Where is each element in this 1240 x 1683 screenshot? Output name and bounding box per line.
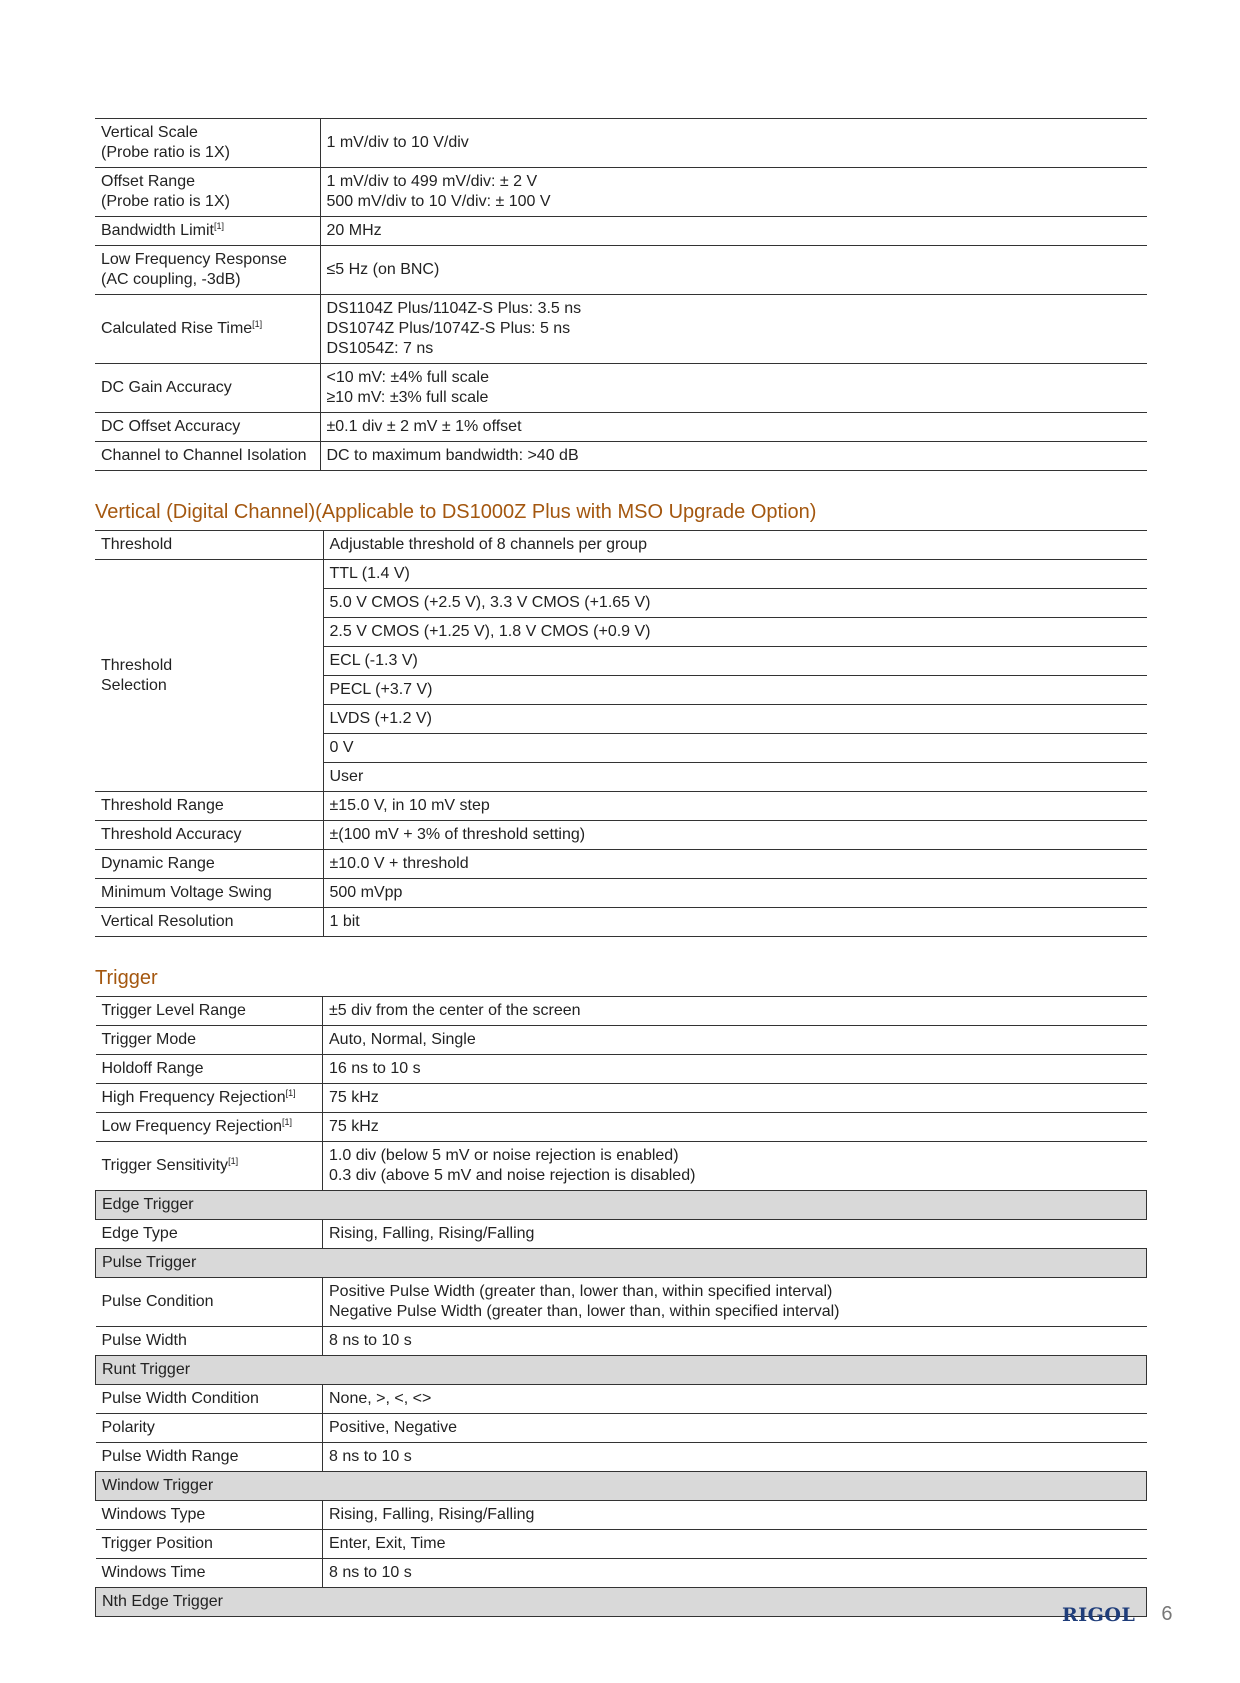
table-row (95, 119, 1147, 168)
spec-value-cell (323, 821, 1147, 850)
spec-value-line: 8 ns to 10 s (329, 1448, 412, 1465)
spec-label-line: Offset Range (101, 173, 195, 190)
spec-label-line: Threshold (101, 536, 173, 553)
spec-label-line: Low Frequency Rejection[1] (101, 1117, 293, 1135)
table-row (95, 560, 1147, 589)
spec-label-cell (96, 1055, 323, 1084)
table-row (95, 821, 1147, 850)
page-footer (1062, 1603, 1172, 1626)
footnote-marker: [1] (285, 1088, 296, 1098)
table-row (95, 531, 1147, 560)
spec-label-cell (95, 442, 320, 471)
spec-label-line: Pulse Width Range (101, 1448, 239, 1465)
table-row (96, 1414, 1147, 1443)
spec-label-line: Trigger Position (101, 1535, 213, 1552)
spec-label-cell (96, 1142, 323, 1191)
spec-value-line: DC to maximum bandwidth: >40 dB (326, 447, 579, 464)
spec-value-line: 0.3 div (above 5 mV and noise rejection is disabled) (329, 1167, 696, 1184)
table-row (95, 413, 1147, 442)
footnote-marker: [1] (213, 221, 224, 231)
table-row (95, 295, 1147, 364)
spec-value-cell (323, 1385, 1147, 1414)
spec-value-line: Negative Pulse Width (greater than, lower than, within specified interval) (329, 1303, 840, 1320)
table-row (95, 792, 1147, 821)
spec-label-line: Windows Time (101, 1564, 206, 1581)
spec-value-cell (323, 879, 1147, 908)
spec-value-line: 1.0 div (below 5 mV or noise rejection is enabled) (329, 1147, 679, 1164)
spec-label-line: Channel to Channel Isolation (101, 447, 307, 464)
spec-value-cell (320, 246, 1147, 295)
spec-value-cell (320, 413, 1147, 442)
table-row (95, 168, 1147, 217)
spec-label-cell (95, 119, 320, 168)
spec-label-line: High Frequency Rejection[1] (101, 1088, 296, 1106)
trigger-table (95, 996, 1147, 1617)
spec-label-line: Selection (101, 676, 167, 694)
spec-value-line: Rising, Falling, Rising/Falling (329, 1506, 535, 1523)
spec-label-line: Threshold Range (101, 797, 224, 814)
spec-value-line: 75 kHz (329, 1118, 379, 1135)
subheader-cell: Nth Edge Trigger (96, 1588, 1147, 1617)
vertical-analog-table (95, 118, 1147, 471)
spec-value-cell (323, 1220, 1147, 1249)
footnote-marker: [1] (228, 1156, 239, 1166)
table-subheader-row (96, 1191, 1147, 1220)
spec-value-cell (323, 997, 1147, 1026)
spec-value-line: 500 mVpp (329, 884, 403, 901)
spec-value-cell (320, 442, 1147, 471)
vertical-digital-table (95, 530, 1147, 937)
spec-label-line: Dynamic Range (101, 855, 215, 872)
table-row (96, 1559, 1147, 1588)
spec-value-line: <10 mV: ±4% full scale (326, 369, 489, 386)
subheader-cell: Edge Trigger (96, 1191, 1147, 1220)
spec-value-line: 20 MHz (326, 222, 382, 239)
spec-label-line: Bandwidth Limit[1] (101, 221, 224, 239)
threshold-option-cell: TTL (1.4 V) (323, 560, 1147, 589)
spec-value-cell (320, 119, 1147, 168)
spec-value-cell (323, 1414, 1147, 1443)
spec-label-line: Holdoff Range (101, 1060, 204, 1077)
spec-value-cell (320, 168, 1147, 217)
spec-value-line: 8 ns to 10 s (329, 1564, 412, 1581)
spec-label-line: Calculated Rise Time[1] (101, 319, 263, 337)
spec-value-cell (323, 1113, 1147, 1142)
spec-value-line: 1 mV/div to 10 V/div (326, 134, 469, 151)
subheader-cell: Pulse Trigger (96, 1249, 1147, 1278)
spec-label-cell (95, 908, 323, 937)
subheader-cell: Runt Trigger (96, 1356, 1147, 1385)
spec-value-cell (323, 1443, 1147, 1472)
threshold-option-cell: User (323, 763, 1147, 792)
trigger-section-title: Trigger (95, 967, 158, 989)
spec-value-cell (320, 295, 1147, 364)
spec-label-line: Windows Type (101, 1506, 206, 1523)
spec-label-line: Trigger Sensitivity[1] (101, 1156, 239, 1174)
spec-value-cell (323, 850, 1147, 879)
spec-label-line: (Probe ratio is 1X) (101, 144, 230, 161)
spec-value-cell (320, 364, 1147, 413)
spec-value-cell (323, 1530, 1147, 1559)
table-row (95, 364, 1147, 413)
spec-label-cell (96, 1278, 323, 1327)
threshold-option-cell: PECL (+3.7 V) (323, 676, 1147, 705)
spec-page (95, 118, 1147, 1617)
spec-value-line: Enter, Exit, Time (329, 1535, 446, 1552)
spec-label-cell (96, 1113, 323, 1142)
spec-label-cell (96, 1559, 323, 1588)
table-row (96, 1327, 1147, 1356)
spec-value-line: 75 kHz (329, 1089, 379, 1106)
spec-label-cell (95, 217, 320, 246)
spec-label-line: Trigger Mode (101, 1031, 197, 1048)
spec-label-cell (96, 1327, 323, 1356)
spec-label-line: Threshold Accuracy (101, 826, 242, 843)
spec-label-cell (95, 246, 320, 295)
table-row (96, 1530, 1147, 1559)
table-row (96, 1220, 1147, 1249)
spec-label-line: Pulse Width (101, 1332, 187, 1349)
spec-label-line: (Probe ratio is 1X) (101, 193, 230, 210)
spec-label-cell (95, 850, 323, 879)
spec-value-line: ≥10 mV: ±3% full scale (326, 389, 489, 406)
threshold-option-cell: 5.0 V CMOS (+2.5 V), 3.3 V CMOS (+1.65 V) (323, 589, 1147, 618)
spec-value-line: ≤5 Hz (on BNC) (326, 261, 440, 278)
spec-value-cell (323, 908, 1147, 937)
spec-value-cell (323, 1055, 1147, 1084)
table-row (96, 1385, 1147, 1414)
table-row (96, 1142, 1147, 1191)
spec-value-line: DS1074Z Plus/1074Z-S Plus: 5 ns (326, 320, 571, 337)
table-row (96, 1113, 1147, 1142)
table-row (96, 1055, 1147, 1084)
spec-label-line: (AC coupling, -3dB) (101, 271, 241, 288)
threshold-option-cell: LVDS (+1.2 V) (323, 705, 1147, 734)
spec-label-line: Vertical Scale (101, 124, 198, 141)
spec-label-cell (95, 879, 323, 908)
table-row (95, 879, 1147, 908)
spec-value-line: 8 ns to 10 s (329, 1332, 412, 1349)
spec-value-cell (323, 1142, 1147, 1191)
spec-value-line: ±0.1 div ± 2 mV ± 1% offset (326, 418, 522, 435)
table-row (95, 908, 1147, 937)
table-row (96, 1278, 1147, 1327)
spec-label-cell (95, 821, 323, 850)
spec-value-cell (320, 217, 1147, 246)
spec-value-cell (323, 1026, 1147, 1055)
spec-label-cell (95, 792, 323, 821)
spec-value-cell (323, 1278, 1147, 1327)
table-row (96, 997, 1147, 1026)
spec-value-cell (323, 1559, 1147, 1588)
spec-value-line: Auto, Normal, Single (329, 1031, 476, 1048)
spec-label-line: Minimum Voltage Swing (101, 884, 272, 901)
threshold-option-cell: 2.5 V CMOS (+1.25 V), 1.8 V CMOS (+0.9 V) (323, 618, 1147, 647)
spec-label-cell (96, 1385, 323, 1414)
table-row (95, 217, 1147, 246)
spec-value-cell (323, 1084, 1147, 1113)
spec-label-line: Pulse Condition (101, 1293, 214, 1310)
table-row (96, 1443, 1147, 1472)
spec-value-cell (323, 531, 1147, 560)
spec-label-line: Polarity (101, 1419, 155, 1436)
spec-label-cell (96, 1026, 323, 1055)
threshold-option-cell: ECL (-1.3 V) (323, 647, 1147, 676)
spec-label-line: Threshold (101, 656, 173, 674)
threshold-selection-label-cell (95, 560, 323, 792)
spec-label-cell (95, 364, 320, 413)
spec-label-cell (95, 168, 320, 217)
spec-value-line: 16 ns to 10 s (329, 1060, 421, 1077)
spec-label-line: Trigger Level Range (101, 1002, 246, 1019)
spec-label-cell (96, 997, 323, 1026)
table-row (95, 850, 1147, 879)
spec-label-cell (95, 413, 320, 442)
rigol-logo: RIGOL (1062, 1603, 1136, 1626)
spec-label-cell (96, 1501, 323, 1530)
page-number: 6 (1161, 1603, 1173, 1625)
table-row (96, 1026, 1147, 1055)
spec-label-line: DC Offset Accuracy (101, 418, 241, 435)
spec-label-cell (96, 1443, 323, 1472)
digital-section-title: Vertical (Digital Channel)(Applicable to DS1000Z Plus with MSO Upgrade Option) (95, 501, 817, 523)
spec-value-cell (323, 792, 1147, 821)
spec-value-line: Adjustable threshold of 8 channels per group (329, 536, 648, 553)
subheader-cell: Window Trigger (96, 1472, 1147, 1501)
spec-value-line: 1 mV/div to 499 mV/div: ± 2 V (326, 173, 538, 190)
spec-value-line: 500 mV/div to 10 V/div: ± 100 V (326, 193, 551, 210)
table-subheader-row (96, 1356, 1147, 1385)
table-row (95, 442, 1147, 471)
spec-value-line: ±10.0 V + threshold (329, 855, 469, 872)
spec-label-cell (96, 1220, 323, 1249)
spec-label-cell (95, 295, 320, 364)
spec-label-line: Edge Type (101, 1225, 178, 1242)
spec-value-line: ±5 div from the center of the screen (329, 1002, 581, 1019)
table-row (96, 1501, 1147, 1530)
spec-value-cell (323, 1501, 1147, 1530)
spec-value-line: ±15.0 V, in 10 mV step (329, 797, 490, 814)
footnote-marker: [1] (252, 319, 263, 329)
table-row (95, 246, 1147, 295)
spec-value-line: 1 bit (329, 913, 360, 930)
spec-value-line: Positive, Negative (329, 1419, 458, 1436)
spec-label-line: DC Gain Accuracy (101, 379, 232, 396)
spec-value-line: Rising, Falling, Rising/Falling (329, 1225, 535, 1242)
spec-value-line: Positive Pulse Width (greater than, lower than, within specified interval) (329, 1283, 833, 1300)
spec-value-line: None, >, <, <> (329, 1390, 432, 1407)
spec-label-line: Pulse Width Condition (101, 1390, 259, 1407)
spec-label-cell (96, 1084, 323, 1113)
table-row (96, 1084, 1147, 1113)
spec-label-line: Low Frequency Response (101, 251, 287, 268)
table-subheader-row (96, 1588, 1147, 1617)
footnote-marker: [1] (282, 1117, 293, 1127)
spec-value-line: DS1104Z Plus/1104Z-S Plus: 3.5 ns (326, 300, 582, 317)
spec-value-cell (323, 1327, 1147, 1356)
threshold-option-cell: 0 V (323, 734, 1147, 763)
spec-label-cell (95, 531, 323, 560)
table-subheader-row (96, 1249, 1147, 1278)
spec-value-line: ±(100 mV + 3% of threshold setting) (329, 826, 586, 843)
table-subheader-row (96, 1472, 1147, 1501)
spec-value-line: DS1054Z: 7 ns (326, 340, 434, 357)
spec-label-line: Vertical Resolution (101, 913, 234, 930)
spec-label-cell (96, 1530, 323, 1559)
spec-label-cell (96, 1414, 323, 1443)
